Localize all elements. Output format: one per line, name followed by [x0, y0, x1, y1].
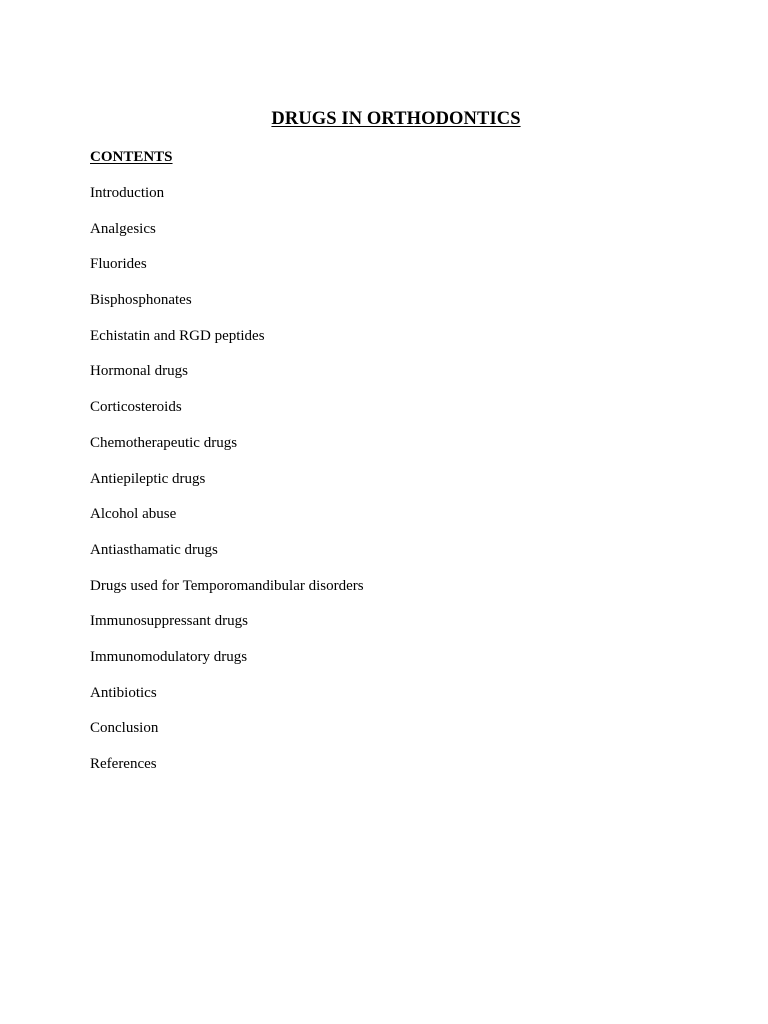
toc-item: Analgesics [90, 220, 156, 237]
table-of-contents [90, 184, 364, 791]
toc-item: Fluorides [90, 256, 147, 273]
contents-heading: CONTENTS [90, 149, 173, 165]
toc-item: Antiasthamatic drugs [90, 541, 218, 558]
toc-item: Echistatin and RGD peptides [90, 327, 265, 344]
toc-item: Introduction [90, 185, 165, 201]
document-title: DRUGS IN ORTHODONTICS [271, 109, 521, 129]
toc-item: Hormonal drugs [90, 363, 188, 380]
toc-item: Alcohol abuse [90, 506, 177, 523]
toc-item: Bisphosphonates [90, 292, 192, 309]
toc-item: References [90, 756, 157, 772]
toc-item: Antibiotics [90, 684, 157, 701]
toc-item: Antiepileptic drugs [90, 470, 206, 487]
toc-item: Chemotherapeutic drugs [90, 434, 238, 451]
toc-item: Conclusion [90, 720, 159, 737]
toc-item: Corticosteroids [90, 399, 182, 416]
toc-item: Immunomodulatory drugs [90, 648, 248, 665]
toc-item: Drugs used for Temporomandibular disorders [90, 577, 364, 594]
toc-item: Immunosuppressant drugs [90, 613, 248, 630]
